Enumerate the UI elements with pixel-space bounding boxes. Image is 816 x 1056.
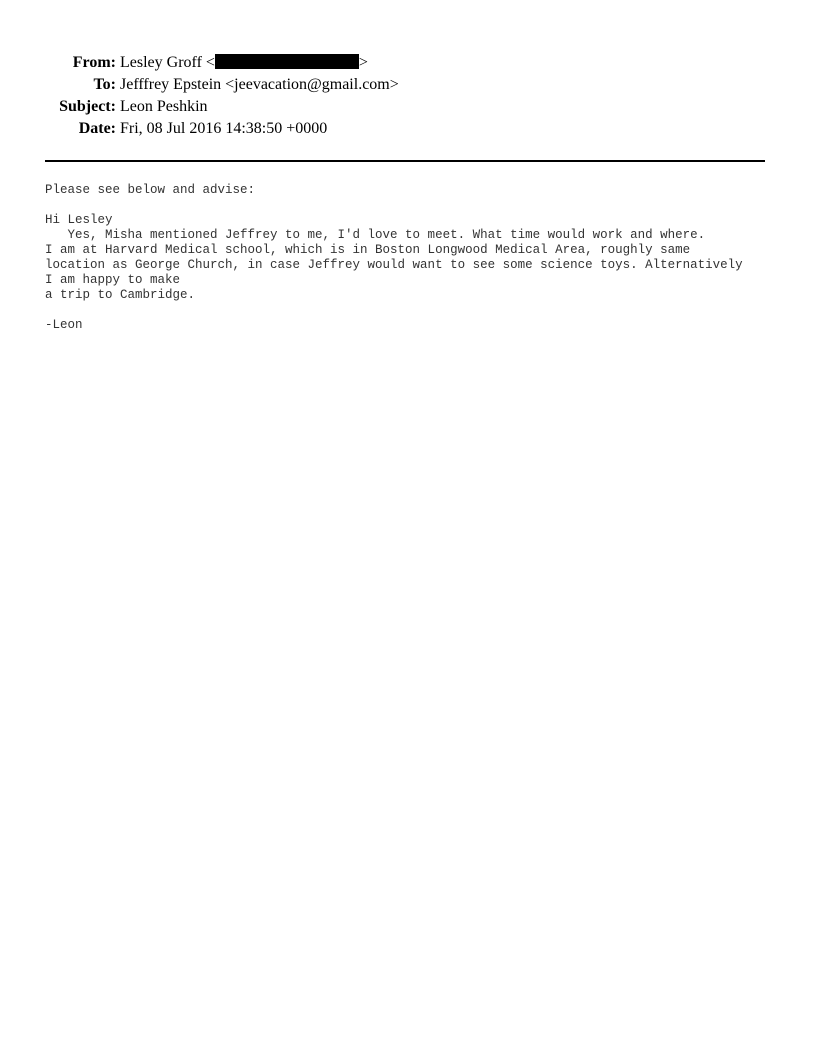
from-label: From: xyxy=(72,54,116,71)
body-line: a trip to Cambridge. xyxy=(45,288,196,302)
to-value: Jefffrey Epstein <jeevacation@gmail.com> xyxy=(120,76,399,93)
body-line: location as George Church, in case Jeffrey would want to see some science toys. Alternatively xyxy=(45,258,743,272)
date-value: Fri, 08 Jul 2016 14:38:50 +0000 xyxy=(120,120,328,137)
from-name: Lesley Groff < xyxy=(120,54,215,71)
subject-row xyxy=(0,96,816,118)
body-line: I am happy to make xyxy=(45,273,181,287)
from-close: > xyxy=(358,54,368,71)
email-body xyxy=(45,183,785,333)
body-line: -Leon xyxy=(45,318,83,332)
body-line xyxy=(45,303,785,318)
body-line: Please see below and advise: xyxy=(45,183,256,197)
email-header xyxy=(0,52,816,140)
body-line: I am at Harvard Medical school, which is in Boston Longwood Medical Area, roughly same xyxy=(45,243,691,257)
subject-label: Subject: xyxy=(59,98,116,115)
date-row xyxy=(0,118,816,140)
body-line: Hi Lesley xyxy=(45,213,113,227)
from-value xyxy=(120,52,368,74)
header-divider xyxy=(45,160,765,162)
body-line: Yes, Misha mentioned Jeffrey to me, I'd love to meet. What time would work and where. xyxy=(45,228,706,242)
to-label: To: xyxy=(93,76,116,93)
date-label: Date: xyxy=(78,120,116,137)
subject-value: Leon Peshkin xyxy=(120,98,208,115)
redaction-block xyxy=(215,54,359,69)
from-row xyxy=(0,52,816,74)
body-line xyxy=(45,198,785,213)
to-row xyxy=(0,74,816,96)
